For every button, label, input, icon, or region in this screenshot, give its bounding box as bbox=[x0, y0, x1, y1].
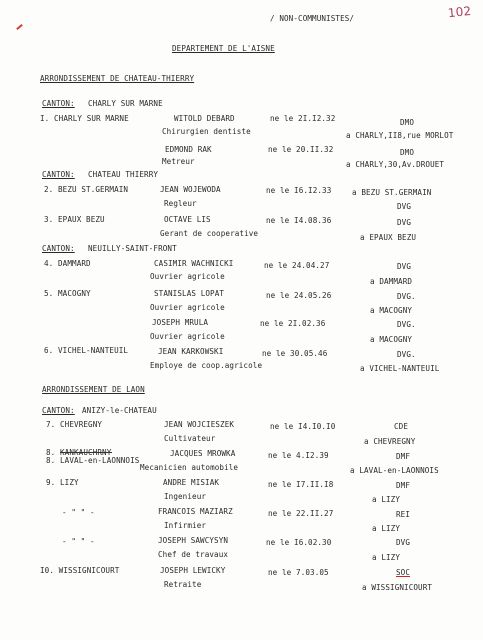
commune: 9. LIZY bbox=[46, 478, 79, 487]
person-name: JOSEPH LEWICKY bbox=[160, 566, 226, 575]
address: a MACOGNY bbox=[370, 306, 413, 315]
birth-date: ne le I4.I0.I0 bbox=[270, 422, 336, 431]
party: DVG bbox=[397, 218, 412, 227]
party: DMF bbox=[396, 481, 411, 490]
occupation: Infirmier bbox=[164, 521, 207, 530]
address: a MACOGNY bbox=[370, 335, 413, 344]
party: DVG. bbox=[397, 292, 416, 301]
canton-name: NEUILLY-SAINT-FRONT bbox=[88, 244, 177, 253]
canton-label: CANTON: bbox=[42, 99, 75, 108]
party: DVG bbox=[396, 538, 411, 547]
address: a LIZY bbox=[372, 495, 401, 504]
canton-label: CANTON: bbox=[42, 406, 75, 415]
person-name: JOSEPH MRULA bbox=[152, 318, 209, 327]
canton-label: CANTON: bbox=[42, 170, 75, 179]
page-title: DEPARTEMENT DE L'AISNE bbox=[172, 44, 275, 53]
person-name: JACQUES MROWKA bbox=[170, 449, 236, 458]
party: DMF bbox=[396, 452, 411, 461]
birth-date: ne le I7.II.I8 bbox=[268, 480, 334, 489]
person-name: JEAN WOJEWODA bbox=[160, 185, 221, 194]
party: DMO bbox=[400, 148, 415, 157]
address: a DAMMARD bbox=[370, 277, 413, 286]
address: a LIZY bbox=[372, 553, 401, 562]
birth-date: ne le 24.05.26 bbox=[266, 291, 332, 300]
address: a WISSIGNICOURT bbox=[362, 583, 433, 592]
address: a CHARLY,II8,rue MORLOT bbox=[346, 131, 454, 140]
commune: 8. LAVAL-en-LAONNOIS bbox=[46, 456, 140, 465]
person-name: EDMOND RAK bbox=[165, 145, 212, 154]
canton-name: CHATEAU THIERRY bbox=[88, 170, 159, 179]
arrondissement-heading: ARRONDISSEMENT DE LAON bbox=[42, 385, 145, 394]
address: a CHEVREGNY bbox=[364, 437, 416, 446]
page-number: 102 bbox=[447, 3, 472, 21]
commune: 3. EPAUX BEZU bbox=[44, 215, 105, 224]
address: a VICHEL-NANTEUIL bbox=[360, 364, 440, 373]
party: DVG. bbox=[397, 350, 416, 359]
strike-line bbox=[60, 452, 112, 453]
commune-number: 8. bbox=[46, 448, 56, 457]
person-name: OCTAVE LIS bbox=[164, 215, 211, 224]
address: a LAVAL-en-LAONNOIS bbox=[350, 466, 439, 475]
party: DVG bbox=[397, 202, 412, 211]
occupation: Metreur bbox=[162, 157, 195, 166]
person-name: WITOLD DEBARD bbox=[174, 114, 235, 123]
commune: I. CHARLY SUR MARNE bbox=[40, 114, 129, 123]
occupation: Chirurgien dentiste bbox=[162, 127, 251, 136]
birth-date: ne le 4.I2.39 bbox=[268, 451, 329, 460]
birth-date: ne le 22.II.27 bbox=[268, 509, 334, 518]
birth-date: ne le 2I.02.36 bbox=[260, 319, 326, 328]
occupation: Ouvrier agricole bbox=[150, 332, 225, 341]
party: CDE bbox=[394, 422, 409, 431]
arrondissement-heading: ARRONDISSEMENT DE CHATEAU-THIERRY bbox=[40, 74, 195, 83]
commune-ditto: - " " - bbox=[62, 508, 95, 517]
birth-date: ne le I4.08.36 bbox=[266, 216, 332, 225]
party: REI bbox=[396, 510, 411, 519]
commune: 6. VICHEL-NANTEUIL bbox=[44, 346, 129, 355]
commune: 2. BEZU ST.GERMAIN bbox=[44, 185, 129, 194]
party: DVG bbox=[397, 262, 412, 271]
occupation: Chef de travaux bbox=[158, 550, 229, 559]
commune: 4. DAMMARD bbox=[44, 259, 91, 268]
person-name: CASIMIR WACHNICKI bbox=[154, 259, 234, 268]
address: a EPAUX BEZU bbox=[360, 233, 417, 242]
person-name: JEAN WOJCIESZEK bbox=[164, 420, 235, 429]
person-name: STANISLAS LOPAT bbox=[154, 289, 225, 298]
occupation: Ingenieur bbox=[164, 492, 207, 501]
party: DVG. bbox=[397, 320, 416, 329]
header-tag: / NON-COMMUNISTES/ bbox=[270, 14, 355, 23]
red-pen-mark bbox=[16, 24, 23, 30]
birth-date: ne le 24.04.27 bbox=[264, 261, 330, 270]
party: SOC bbox=[396, 568, 411, 577]
ditto-mark: " " bbox=[71, 508, 86, 517]
occupation: Regleur bbox=[164, 199, 197, 208]
canton-name: CHARLY SUR MARNE bbox=[88, 99, 163, 108]
ditto-mark: " " bbox=[71, 537, 86, 546]
occupation: Gerant de cooperative bbox=[160, 229, 259, 238]
person-name: ANDRE MISIAK bbox=[163, 478, 220, 487]
commune: 7. CHEVREGNY bbox=[46, 420, 103, 429]
address: a LIZY bbox=[372, 524, 401, 533]
occupation: Ouvrier agricole bbox=[150, 272, 225, 281]
person-name: JOSEPH SAWCYSYN bbox=[158, 536, 229, 545]
birth-date: ne le 2I.I2.32 bbox=[270, 114, 336, 123]
birth-date: ne le 7.03.05 bbox=[268, 568, 329, 577]
birth-date: ne le I6.I2.33 bbox=[266, 186, 332, 195]
occupation: Employe de coop.agricole bbox=[150, 361, 263, 370]
birth-date: ne le 20.II.32 bbox=[268, 145, 334, 154]
canton-name: ANIZY-le-CHATEAU bbox=[82, 406, 157, 415]
party: DMO bbox=[400, 118, 415, 127]
commune: 5. MACOGNY bbox=[44, 289, 91, 298]
person-name: JEAN KARKOWSKI bbox=[158, 347, 224, 356]
canton-label: CANTON: bbox=[42, 244, 75, 253]
occupation: Cultivateur bbox=[164, 434, 216, 443]
address: a CHARLY,30,Av.DROUET bbox=[346, 160, 445, 169]
occupation: Mecanicien automobile bbox=[140, 463, 239, 472]
birth-date: ne le 30.05.46 bbox=[262, 349, 328, 358]
occupation: Retraite bbox=[164, 580, 202, 589]
address: a BEZU ST.GERMAIN bbox=[352, 188, 432, 197]
person-name: FRANCOIS MAZIARZ bbox=[158, 507, 233, 516]
occupation: Ouvrier agricole bbox=[150, 303, 225, 312]
commune: I0. WISSIGNICOURT bbox=[40, 566, 120, 575]
birth-date: ne le I6.02.30 bbox=[266, 538, 332, 547]
commune-ditto: - " " - bbox=[62, 537, 95, 546]
